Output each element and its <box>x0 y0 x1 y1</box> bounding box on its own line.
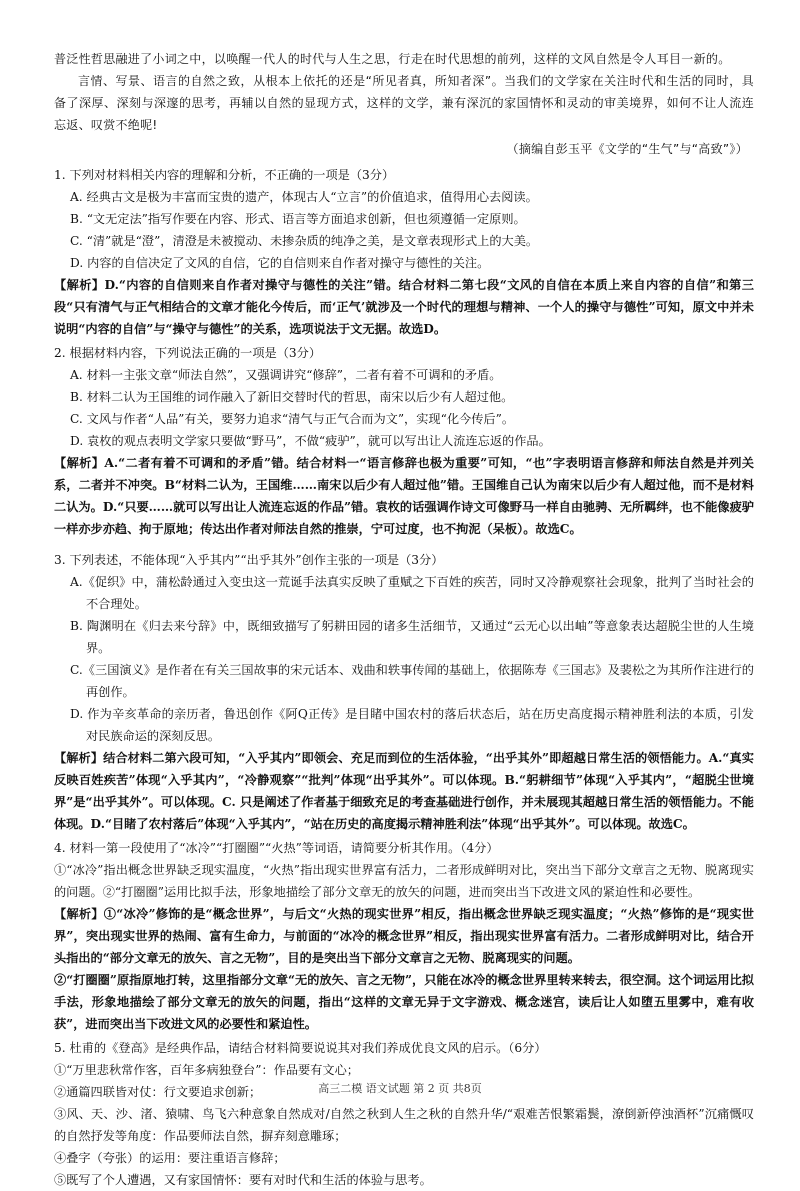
q5-point-5: ⑤既写了个人遭遇，又有家国情怀：要有对时代和生活的体验与思考。 <box>54 1173 432 1187</box>
question-2-stem: 2. 根据材料内容，下列说法正确的一项是（3分） <box>54 346 322 360</box>
q2-option-d: D. 袁枚的观点表明文学家只要做“野马”，不做“疲驴”，就可以写出让人流连忘返的作品。 <box>70 434 551 448</box>
q1-option-c: C. “清”就是“澄”，清澄是未被搅动、未掺杂质的纯净之美，是文章表现形式上的大美。 <box>70 234 539 248</box>
q3-option-d: D. 作为辛亥革命的亲历者，鲁迅创作《阿Q正传》是目睹中国农村的落后状态后，站在历史高度揭示精神胜利法的本质，引发对民族命运的深刻反思。 <box>70 707 754 743</box>
question-5-stem: 5. 杜甫的《登高》是经典作品，请结合材料简要说说其对我们养成优良文风的启示。（6分） <box>54 1041 547 1055</box>
question-4-stem: 4. 材料一第一段使用了“冰冷”“打圈圈”“火热”等词语，请简要分析其作用。（4分） <box>54 841 499 855</box>
intro-line: 普泛性哲思融进了小词之中，以唤醒一代人的时代与人生之思，行走在时代思想的前列，这样的文风自然是令人耳目一新的。 <box>54 52 731 66</box>
spacer <box>54 540 754 547</box>
question-1-stem: 1. 下列对材料相关内容的理解和分析，不正确的一项是（3分） <box>54 168 395 182</box>
q1-option-d: D. 内容的自信决定了文风的自信，它的自信则来自作者对操守与德性的关注。 <box>70 256 490 270</box>
q4-answer: ①“冰冷”指出概念世界缺乏现实温度，“火热”指出现实世界富有活力，二者形成鲜明对比，突出当下部分文章言之无物、脱离现实的问题。②“打圈圈”运用比拟手法，形象地描绘了部分文章无的放矢的问题，进而突出当下改进文风的紧迫性和必要性。 <box>54 863 754 899</box>
q5-point-2: ②通篇四联皆对仗：行文要追求创新； <box>54 1085 262 1099</box>
question-3-stem: 3. 下列表述，不能体现“入乎其内”“出乎其外”创作主张的一项是（3分） <box>54 553 444 567</box>
q3-option-a: A.《促织》中，蒲松龄通过入变虫这一荒诞手法真实反映了重赋之下百姓的疾苦，同时又冷静观察社会现象，批判了当时社会的不合理处。 <box>70 575 754 611</box>
q3-option-c: C.《三国演义》是作者在有关三国故事的宋元话本、戏曲和轶事传闻的基础上，依据陈寿《三国志》及裴松之为其所作注进行的再创作。 <box>70 663 754 699</box>
q3-option-b: B. 陶渊明在《归去来兮辞》中，既细致描写了躬耕田园的诸多生活细节，又通过“云无心以出岫”等意象表达超脱尘世的人生境界。 <box>70 619 754 655</box>
q2-option-c: C. 文风与作者“人品”有关，要努力追求“清气与正气合而为文”，实现“化今传后”。 <box>70 412 515 426</box>
q1-analysis: 【解析】D.“内容的自信则来自作者对操守与德性的关注”错。结合材料二第七段“文风的自信在本质上来自内容的自信”和第三段“只有清气与正气相结合的文章才能化今传后，而‘正气’就涉及一个时代的理想与精神、一个人的操守与德性”可知，原文中并未说明“内容的自信”与“操守与德性”的关系，选项说法于文无据。故选D。 <box>54 278 754 336</box>
q4-analysis-1: 【解析】①“冰冷”修饰的是“概念世界”，与后文“火热的现实世界”相反，指出概念世界缺乏现实温度；“火热”修饰的是“现实世界”，突出现实世界的热闹、富有生命力，与前面的“冰冷的概念世界”相反，指出现实世界富有活力。二者形成鲜明对比，结合开头指出的“部分文章无的放矢、言之无物”，目的是突出当下部分文章言之无物、脱离现实的问题。 <box>54 907 754 965</box>
q3-analysis: 【解析】结合材料二第六段可知，“入乎其内”即领会、充足而到位的生活体验，“出乎其外”即超越日常生活的领悟能力。A.“真实反映百姓疾苦”体现“入乎其内”，“冷静观察”“批判”体现“出乎其外”。可以体现。B.“躬耕细节”体现“入乎其内”，“超脱尘世境界”是“出乎其外”。可以体现。C. 只是阐述了作者基于细致充足的考查基础进行创作，并未展现其超越日常生活的领悟能力。不能体现。D.“目睹了农村落后”体现“入乎其内”，“站在历史的高度揭示精神胜利法”体现“出乎其外”。可以体现。故选C。 <box>54 751 754 831</box>
q5-point-3: ③风、天、沙、渚、猿啸、鸟飞六种意象自然成对/自然之秋到人生之秋的自然升华/“艰难苦恨繁霜鬓，潦倒新停浊酒杯”沉痛慨叹的自然抒发等角度：作品要师法自然，摒弃刻意雕琢； <box>54 1107 754 1143</box>
source-citation: （摘编自彭玉平《文学的“生气”与“高致”》） <box>506 142 748 156</box>
q2-option-b: B. 材料二认为王国维的词作融入了新旧交替时代的哲思，南宋以后少有人超过他。 <box>70 390 514 404</box>
q1-option-a: A. 经典古文是极为丰富而宝贵的遗产，体现古人“立言”的价值追求，值得用心去阅读。 <box>70 190 538 204</box>
q2-analysis: 【解析】A.“二者有着不可调和的矛盾”错。结合材料一“语言修辞也极为重要”可知，“也”字表明语言修辞和师法自然是并列关系，二者并不冲突。B“材料二认为，王国维……南宋以后少有人超过他”错。王国维自己认为南宋以后少有人超过他，而不是材料二认为。D.“只要……就可以写出让人流连忘返的作品”错。袁枚的话强调作诗文可像野马一样自由驰骋、无所羁绊，也不能像疲驴一样亦步亦趋、拘于原地；传达出作者对师法自然的推崇，宁可过度，也不拘泥（呆板）。故选C。 <box>54 456 754 536</box>
q5-point-1: ①“万里悲秋常作客，百年多病独登台”：作品要有文心； <box>54 1063 359 1077</box>
q1-option-b: B. “文无定法”指写作要在内容、形式、语言等方面追求创新，但也须遵循一定原则。 <box>70 212 526 226</box>
q4-analysis-2: ②“打圈圈”原指原地打转，这里指部分文章“无的放矢、言之无物”，只能在冰冷的概念世界里转来转去，很空洞。这个词运用比拟手法，形象地描绘了部分文章无的放矢的问题，指出“这样的文章无异于文字游戏、概念迷宫，读后让人如堕五里雾中，难有收获”，进而突出当下改进文风的必要性和紧迫性。 <box>54 973 754 1031</box>
q5-point-4: ④叠字（夸张）的运用：要注重语言修辞； <box>54 1151 286 1165</box>
page-footer: 高三二模 语文试题 第 2 页 共8页 <box>318 1082 482 1095</box>
q2-option-a: A. 材料一主张文章“师法自然”，又强调讲究“修辞”，二者有着不可调和的矛盾。 <box>70 368 502 382</box>
intro-paragraph: 言情、写景、语言的自然之致，从根本上依托的还是“所见者真，所知者深”。当我们的文学家在关注时代和生活的同时，具备了深厚、深刻与深邃的思考，再辅以自然的显现方式，这样的文学，兼有深沉的家国情怀和灵动的审美境界，如何不让人流连忘返、叹赏不绝呢! <box>54 74 754 132</box>
